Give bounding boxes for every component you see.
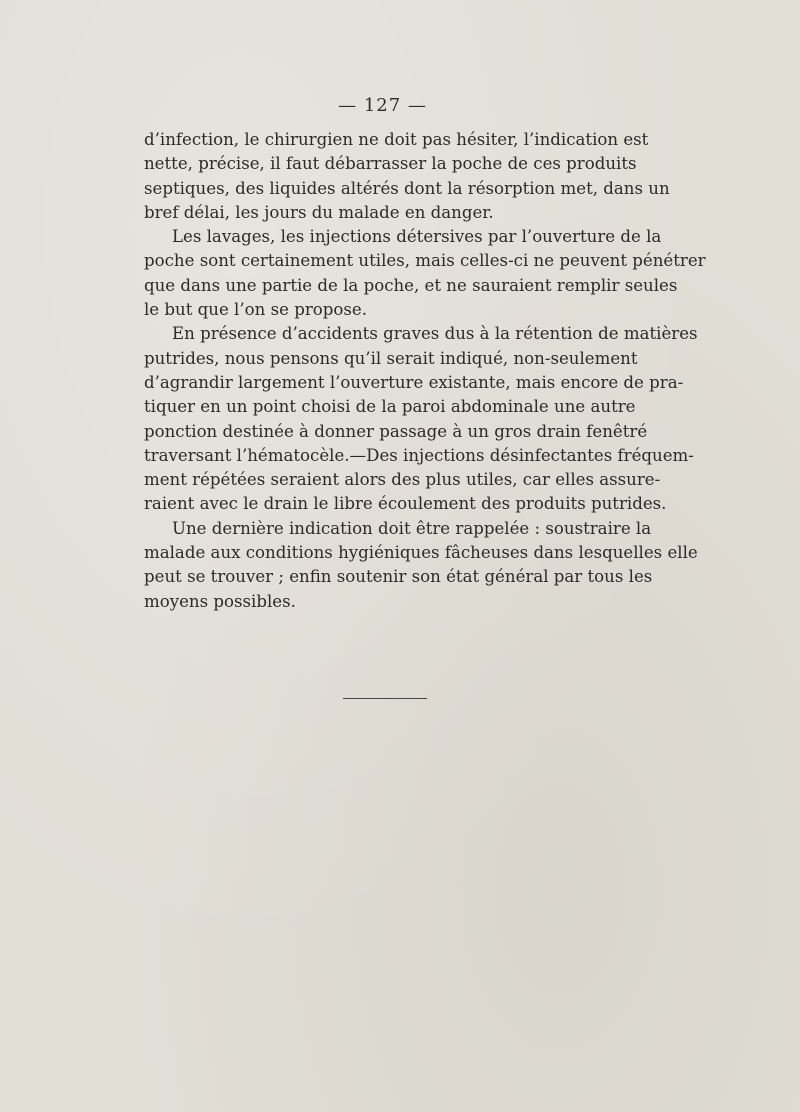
text-line: ment répétées seraient alors des plus utiles, car elles assure- — [144, 470, 661, 490]
text-line: poche sont certainement utiles, mais celles-ci ne peuvent pénétrer — [144, 251, 706, 271]
page-number: — 127 — — [338, 95, 427, 116]
text-line: traversant l’hématocèle.—Des injections désinfectantes fréquem- — [144, 445, 694, 465]
paragraph-3 — [144, 322, 698, 516]
text-line: En présence d’accidents graves dus à la rétention de matières — [172, 324, 698, 344]
text-line: le but que l’on se propose. — [144, 300, 367, 320]
paragraph-2 — [144, 225, 706, 322]
text-line: Une dernière indication doit être rappelée : soustraire la — [172, 518, 652, 538]
text-line: peut se trouver ; enfin soutenir son état général par tous les — [144, 567, 653, 587]
text-line: bref délai, les jours du malade en danger. — [144, 202, 494, 222]
text-line: putrides, nous pensons qu’il serait indiqué, non-seulement — [144, 348, 638, 368]
end-rule — [343, 698, 427, 699]
text-line: septiques, des liquides altérés dont la résorption met, dans un — [144, 178, 670, 198]
text-line: nette, précise, il faut débarrasser la poche de ces produits — [144, 154, 637, 174]
text-line: Les lavages, les injections détersives par l’ouverture de la — [172, 227, 662, 247]
text-line: tiquer en un point choisi de la paroi abdominale une autre — [144, 397, 636, 417]
text-line: que dans une partie de la poche, et ne sauraient remplir seules — [144, 275, 678, 295]
paragraph-4 — [144, 517, 698, 614]
text-line: d’agrandir largement l’ouverture existante, mais encore de pra- — [144, 372, 684, 392]
text-line: raient avec le drain le libre écoulement des produits putrides. — [144, 494, 667, 514]
body-text — [144, 128, 706, 614]
text-line: ponction destinée à donner passage à un gros drain fenêtré — [144, 421, 648, 441]
paragraph-1 — [144, 128, 670, 225]
text-line: d’infection, le chirurgien ne doit pas hésiter, l’indication est — [144, 130, 649, 149]
text-line: moyens possibles. — [144, 591, 296, 611]
text-line: malade aux conditions hygiéniques fâcheuses dans lesquelles elle — [144, 543, 698, 563]
